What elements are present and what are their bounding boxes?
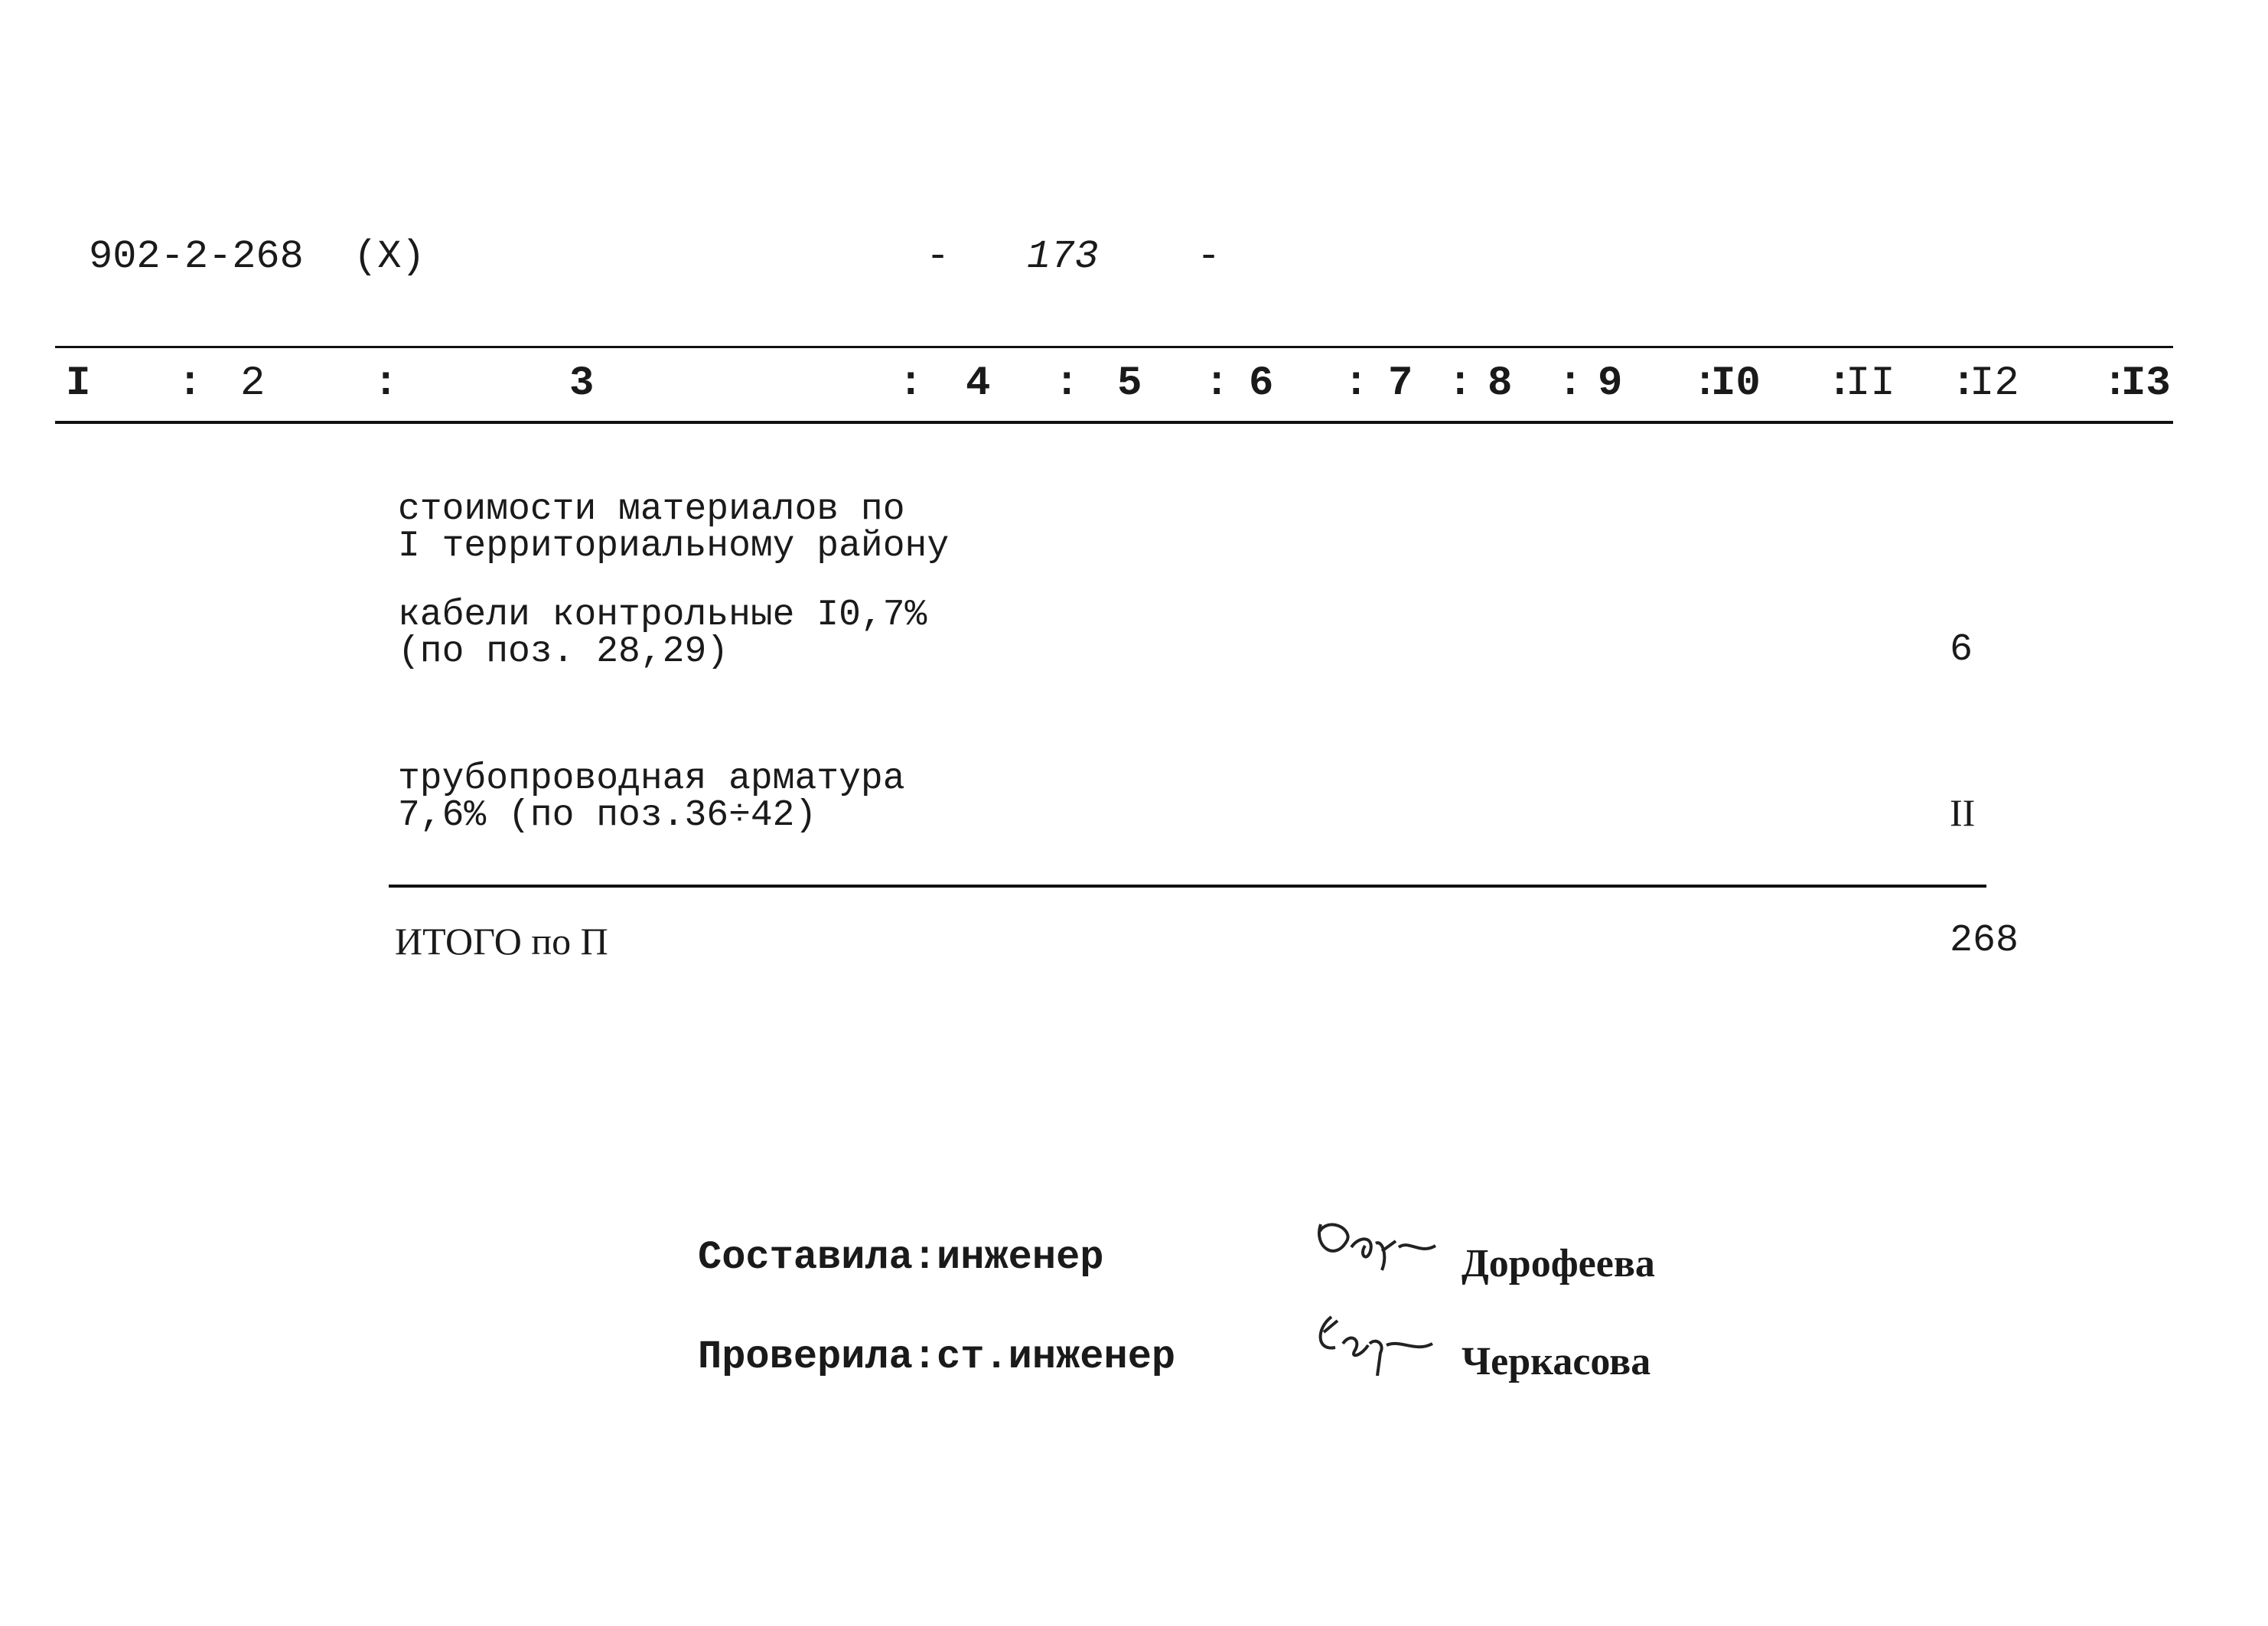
- column-2-number: 2: [240, 360, 266, 407]
- column-11-separator: :: [1827, 360, 1853, 407]
- column-13-separator: :: [2103, 360, 2128, 407]
- checked-by-role: Проверила:ст.инженер: [698, 1334, 1176, 1380]
- column-13-number: I3: [2121, 360, 2171, 407]
- column-7-separator: :: [1344, 360, 1369, 407]
- page-dash-left: -: [926, 234, 950, 279]
- column-6-number: 6: [1249, 360, 1274, 407]
- row-2-text-line-2: (по поз. 28,29): [398, 631, 729, 673]
- document-code: 902-2-268: [89, 234, 304, 279]
- column-10-number: I0: [1711, 360, 1761, 407]
- column-12-number: I2: [1970, 360, 2019, 407]
- compiled-by-name: Дорофеева: [1461, 1242, 1655, 1285]
- compiled-by-role: Составила:инженер: [698, 1235, 1104, 1280]
- column-11-number: II: [1846, 360, 1895, 407]
- column-number-row: [55, 346, 2198, 422]
- handwritten-signature-1: [1305, 1209, 1443, 1278]
- column-3-number: 3: [569, 360, 595, 407]
- column-5-separator: :: [1054, 360, 1080, 407]
- row-3-value: II: [1950, 791, 1976, 834]
- total-separator-rule: [389, 885, 1986, 888]
- column-6-separator: :: [1204, 360, 1230, 407]
- column-8-number: 8: [1488, 360, 1513, 407]
- row-2-value: 6: [1950, 628, 1973, 672]
- total-label: ИТОГО по П: [395, 920, 608, 963]
- column-9-number: 9: [1598, 360, 1623, 407]
- column-9-separator: :: [1558, 360, 1583, 407]
- row-1-text-line-1: стоимости материалов по: [398, 489, 905, 530]
- checked-by-name: Черкасова: [1461, 1340, 1651, 1383]
- row-1-text-line-2: I территориальному району: [398, 526, 950, 567]
- column-1-number: I: [66, 360, 91, 407]
- column-7-number: 7: [1388, 360, 1413, 407]
- handwritten-signature-2: [1301, 1305, 1439, 1382]
- row-3-text-line-2: 7,6% (по поз.36÷42): [398, 795, 817, 836]
- column-4-separator: :: [898, 360, 924, 407]
- album-number: (X): [354, 234, 425, 279]
- column-8-separator: :: [1448, 360, 1473, 407]
- column-4-number: 4: [966, 360, 991, 407]
- row-2-text-line-1: кабели контрольные I0,7%: [398, 595, 927, 636]
- column-5-number: 5: [1117, 360, 1142, 407]
- column-12-separator: :: [1951, 360, 1976, 407]
- column-10-separator: :: [1693, 360, 1718, 407]
- total-value: 268: [1950, 919, 2019, 963]
- row-3-text-line-1: трубопроводная арматура: [398, 758, 905, 800]
- column-2-separator: :: [178, 360, 203, 407]
- page-dash-right: -: [1197, 234, 1221, 279]
- page-number: 173: [1027, 234, 1099, 279]
- column-3-separator: :: [373, 360, 399, 407]
